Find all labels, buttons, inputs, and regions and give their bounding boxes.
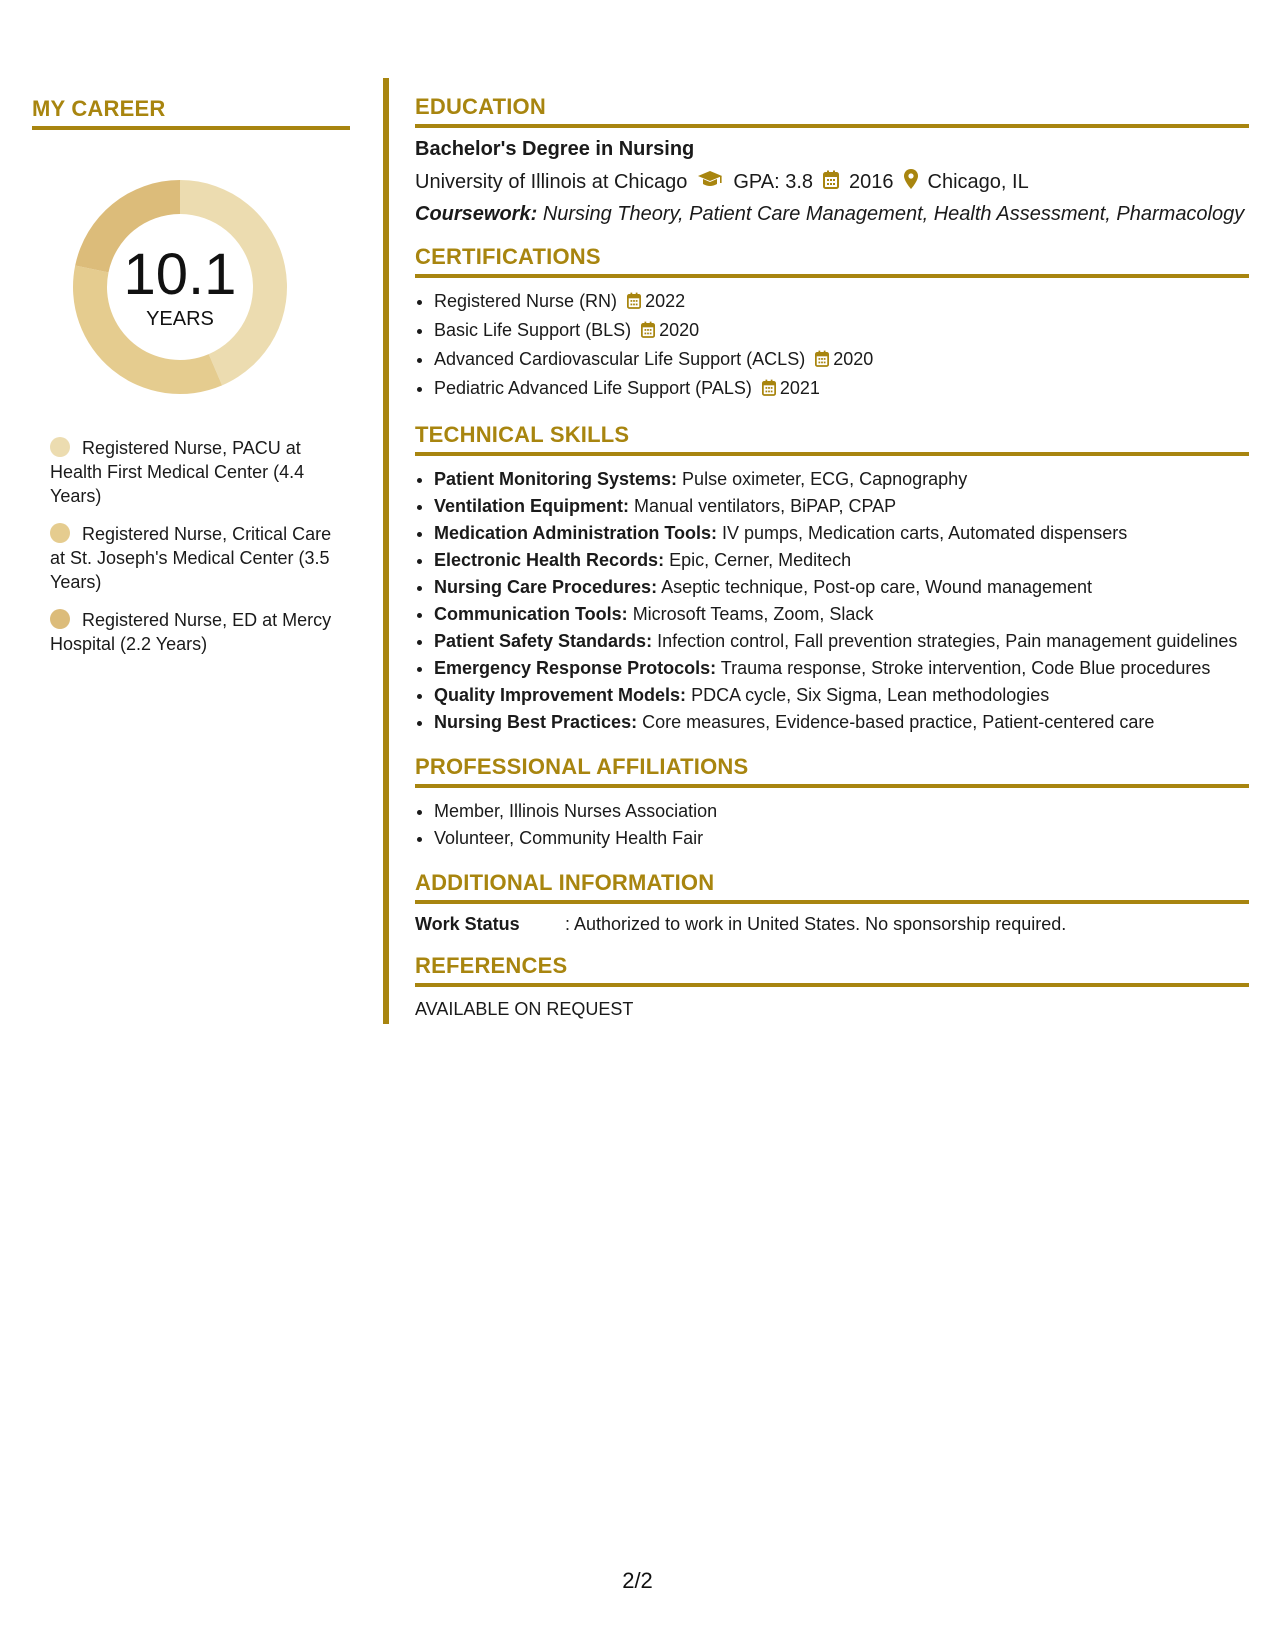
list-item xyxy=(434,493,1249,520)
career-legend xyxy=(50,436,335,656)
list-item xyxy=(434,682,1249,709)
list-item xyxy=(434,375,1249,404)
additional-info-heading: ADDITIONAL INFORMATION xyxy=(415,870,1249,904)
graduation-year: 2016 xyxy=(849,170,894,193)
certification-name: Basic Life Support (BLS) xyxy=(434,320,632,340)
school-location: Chicago, IL xyxy=(927,170,1029,193)
list-item xyxy=(434,346,1249,375)
education-heading: EDUCATION xyxy=(415,94,1249,128)
certification-name: Registered Nurse (RN) xyxy=(434,291,618,311)
education-details xyxy=(415,169,1249,195)
skill-label: Nursing Best Practices: xyxy=(434,712,638,732)
skill-text: PDCA cycle, Six Sigma, Lean methodologies xyxy=(691,685,1050,705)
skill-text: Microsoft Teams, Zoom, Slack xyxy=(632,604,874,624)
graduation-cap-icon xyxy=(697,169,723,195)
skill-text: Core measures, Evidence-based practice, Patient-centered care xyxy=(642,712,1155,732)
legend-item xyxy=(50,522,335,594)
references-heading: REFERENCES xyxy=(415,953,1249,987)
skill-label: Patient Monitoring Systems: xyxy=(434,469,678,489)
certifications-heading: CERTIFICATIONS xyxy=(415,244,1249,278)
legend-label: Registered Nurse, Critical Care at St. Joseph's Medical Center (3.5 Years) xyxy=(50,524,332,592)
affiliations-list xyxy=(415,798,1249,852)
legend-label: Registered Nurse, ED at Mercy Hospital (2.2 Years) xyxy=(50,610,332,654)
legend-item xyxy=(50,608,335,656)
skill-label: Electronic Health Records: xyxy=(434,550,665,570)
legend-label: Registered Nurse, PACU at Health First Medical Center (4.4 Years) xyxy=(50,438,305,506)
gpa: GPA: 3.8 xyxy=(733,170,814,193)
certification-year: 2022 xyxy=(645,291,686,311)
skill-label: Communication Tools: xyxy=(434,604,628,624)
references-text: AVAILABLE ON REQUEST xyxy=(415,999,634,1019)
skill-text: Epic, Cerner, Meditech xyxy=(669,550,852,570)
career-column xyxy=(32,96,350,670)
skill-text: IV pumps, Medication carts, Automated dispensers xyxy=(722,523,1128,543)
calendar-icon xyxy=(627,290,641,317)
skill-text: Pulse oximeter, ECG, Capnography xyxy=(682,469,968,489)
skills-section xyxy=(415,422,1249,736)
list-item xyxy=(434,628,1249,655)
additional-info-section xyxy=(415,870,1249,935)
certification-name: Pediatric Advanced Life Support (PALS) xyxy=(434,378,752,398)
list-item xyxy=(434,288,1249,317)
career-years-unit: YEARS xyxy=(146,308,214,330)
work-status-label: Work Status xyxy=(415,914,520,934)
location-pin-icon xyxy=(904,169,918,195)
certification-name: Advanced Cardiovascular Life Support (ACLS) xyxy=(434,349,806,369)
calendar-icon xyxy=(641,319,655,346)
career-donut-chart xyxy=(67,174,293,400)
list-item xyxy=(434,520,1249,547)
list-item xyxy=(434,466,1249,493)
skill-label: Emergency Response Protocols: xyxy=(434,658,717,678)
skills-list xyxy=(415,466,1249,736)
list-item xyxy=(434,574,1249,601)
coursework-label: Coursework: xyxy=(415,203,538,225)
list-item: • Member, Illinois Nurses Association xyxy=(434,798,1249,825)
certification-year: 2020 xyxy=(833,349,874,369)
legend-dot-icon xyxy=(50,437,70,457)
column-divider xyxy=(383,78,389,1024)
skill-text: Trauma response, Stroke intervention, Code Blue procedures xyxy=(720,658,1211,678)
certification-year: 2021 xyxy=(779,378,820,398)
education-section xyxy=(415,94,1249,226)
page-number: 2/2 xyxy=(622,1568,653,1593)
skill-text: Aseptic technique, Post-op care, Wound management xyxy=(661,577,1093,597)
skill-label: Medication Administration Tools: xyxy=(434,523,717,543)
certifications-list xyxy=(415,288,1249,404)
skill-text: Manual ventilators, BiPAP, CPAP xyxy=(634,496,897,516)
affiliations-section xyxy=(415,754,1249,852)
calendar-icon xyxy=(815,348,829,375)
legend-dot-icon xyxy=(50,609,70,629)
certifications-section xyxy=(415,244,1249,404)
calendar-icon xyxy=(823,170,839,195)
references-section xyxy=(415,953,1249,1020)
skill-text: Infection control, Fall prevention strategies, Pain management guidelines xyxy=(657,631,1238,651)
list-item: • Volunteer, Community Health Fair xyxy=(434,825,1249,852)
list-item xyxy=(434,709,1249,736)
calendar-icon xyxy=(762,377,776,404)
career-total-years: 10.1 xyxy=(123,242,237,307)
main-column xyxy=(415,94,1249,1038)
legend-item xyxy=(50,436,335,508)
skill-label: Patient Safety Standards: xyxy=(434,631,653,651)
career-heading: MY CAREER xyxy=(32,96,350,130)
degree-title: Bachelor's Degree in Nursing xyxy=(415,138,695,160)
legend-dot-icon xyxy=(50,523,70,543)
coursework-list: Nursing Theory, Patient Care Management, Health Assessment, Pharmacology xyxy=(542,203,1245,225)
skills-heading: TECHNICAL SKILLS xyxy=(415,422,1249,456)
school-name: University of Illinois at Chicago xyxy=(415,170,688,193)
work-status-value: : Authorized to work in United States. No sponsorship required. xyxy=(565,914,1067,934)
skill-label: Ventilation Equipment: xyxy=(434,496,630,516)
list-item xyxy=(434,601,1249,628)
affiliations-heading: PROFESSIONAL AFFILIATIONS xyxy=(415,754,1249,788)
certification-year: 2020 xyxy=(659,320,700,340)
list-item xyxy=(434,655,1249,682)
coursework xyxy=(415,203,1249,226)
list-item xyxy=(434,547,1249,574)
work-status-row xyxy=(415,914,1249,935)
skill-label: Quality Improvement Models: xyxy=(434,685,687,705)
skill-label: Nursing Care Procedures: xyxy=(434,577,658,597)
list-item xyxy=(434,317,1249,346)
